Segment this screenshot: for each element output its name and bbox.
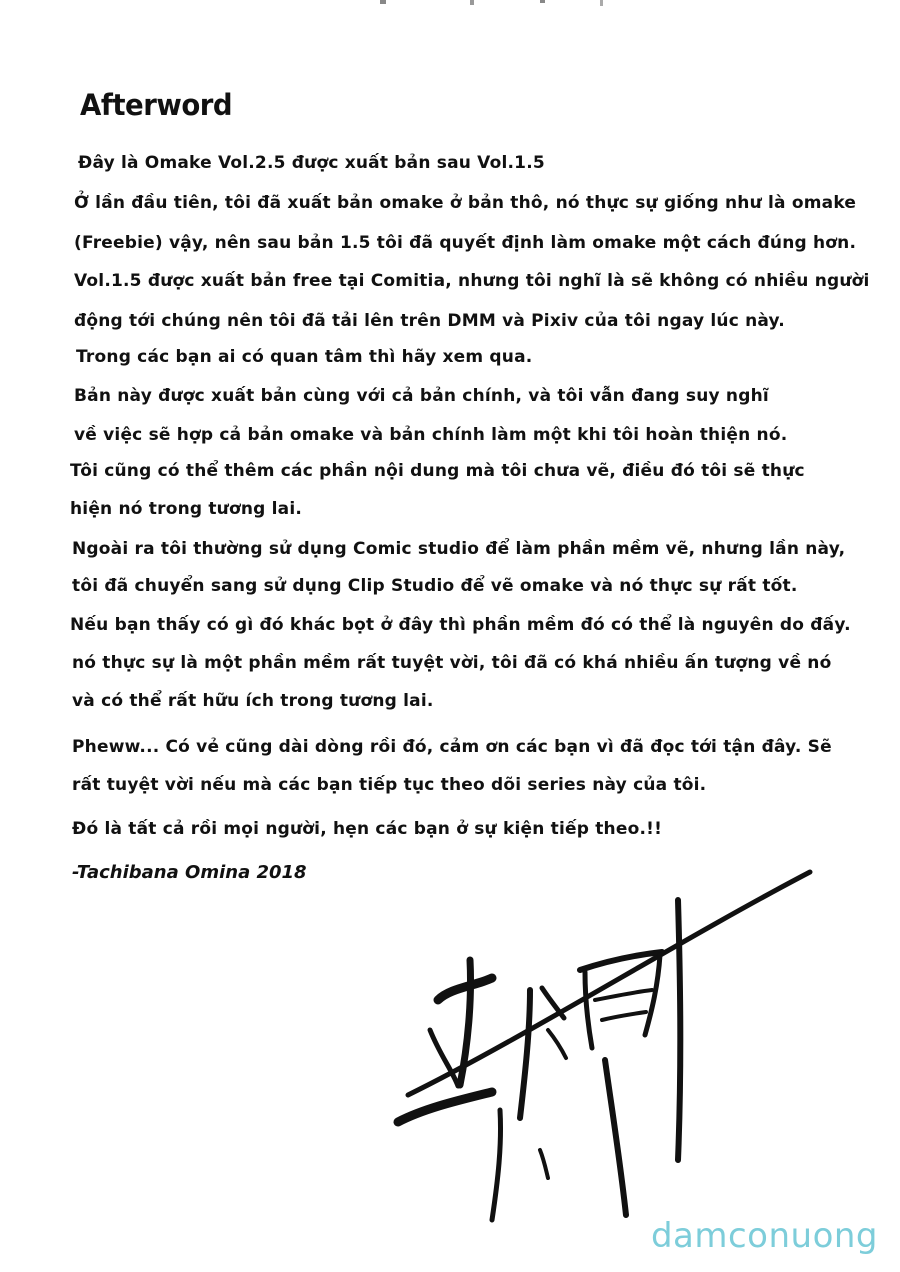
- text-line: (Freebie) vậy, nên sau bản 1.5 tôi đã quyết định làm omake một cách đúng hơn.: [74, 233, 857, 253]
- text-line: Trong các bạn ai có quan tâm thì hãy xem qua.: [76, 347, 533, 367]
- text-line: Nếu bạn thấy có gì đó khác bọt ở đây thì phần mềm đó có thể là nguyên do đấy.: [70, 615, 851, 635]
- text-line: nó thực sự là một phần mềm rất tuyệt vời, tôi đã có khá nhiều ấn tượng về nó: [72, 653, 832, 673]
- text-line: Tôi cũng có thể thêm các phần nội dung mà tôi chưa vẽ, điều đó tôi sẽ thực: [70, 461, 805, 481]
- text-line: Đó là tất cả rồi mọi người, hẹn các bạn ở sự kiện tiếp theo.!!: [72, 819, 663, 839]
- text-line: tôi đã chuyển sang sử dụng Clip Studio để vẽ omake và nó thực sự rất tốt.: [72, 576, 798, 596]
- text-line: Bản này được xuất bản cùng với cả bản chính, và tôi vẫn đang suy nghĩ: [74, 386, 769, 406]
- text-line: động tới chúng nên tôi đã tải lên trên DMM và Pixiv của tôi ngay lúc này.: [74, 311, 785, 331]
- scan-edge-specks: [0, 0, 900, 14]
- text-line: Ngoài ra tôi thường sử dụng Comic studio để làm phần mềm vẽ, nhưng lần này,: [72, 539, 846, 559]
- text-line: rất tuyệt vời nếu mà các bạn tiếp tục theo dõi series này của tôi.: [72, 775, 707, 795]
- text-line: Pheww... Có vẻ cũng dài dòng rồi đó, cảm ơn các bạn vì đã đọc tới tận đây. Sẽ: [72, 737, 832, 757]
- text-line: hiện nó trong tương lai.: [70, 499, 303, 519]
- text-line: Đây là Omake Vol.2.5 được xuất bản sau Vol.1.5: [78, 153, 545, 173]
- text-line: Ở lần đầu tiên, tôi đã xuất bản omake ở bản thô, nó thực sự giống như là omake: [74, 193, 857, 213]
- page-title: Afterword: [80, 88, 233, 122]
- handwritten-signature: [380, 860, 820, 1240]
- text-line: về việc sẽ hợp cả bản omake và bản chính làm một khi tôi hoàn thiện nó.: [74, 425, 788, 445]
- author-signoff: -Tachibana Omina 2018: [72, 862, 307, 883]
- text-line: và có thể rất hữu ích trong tương lai.: [72, 691, 434, 711]
- site-watermark: damconuong: [650, 1216, 878, 1256]
- text-line: Vol.1.5 được xuất bản free tại Comitia, nhưng tôi nghĩ là sẽ không có nhiều người: [74, 271, 870, 291]
